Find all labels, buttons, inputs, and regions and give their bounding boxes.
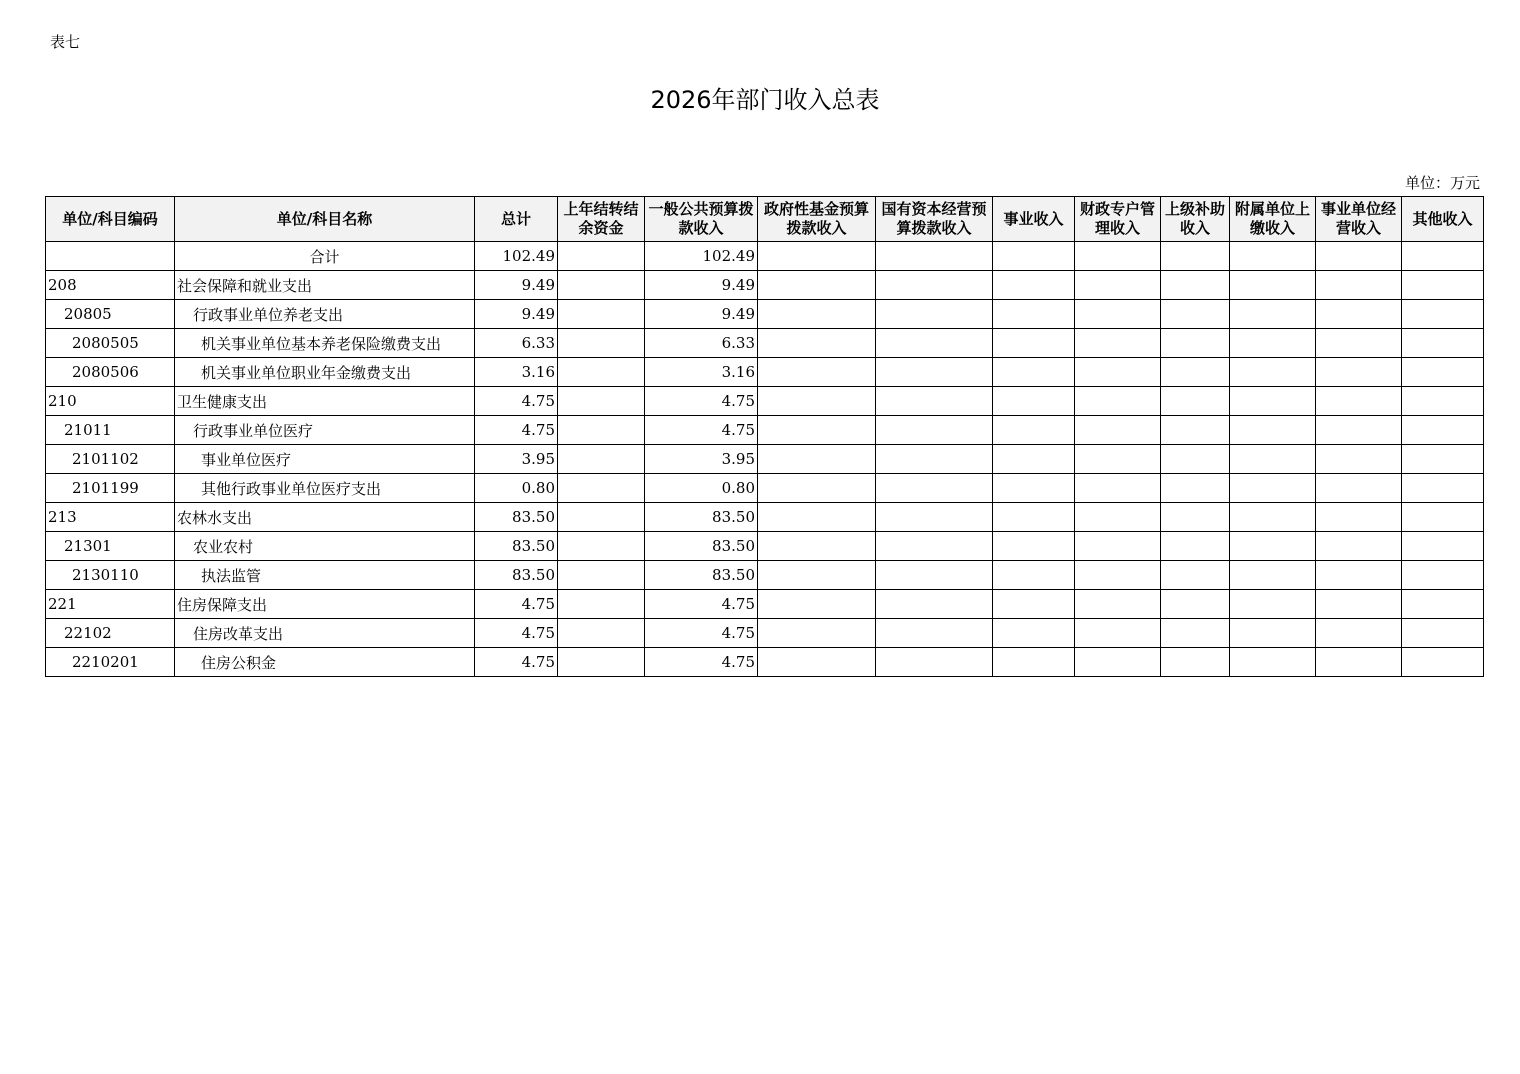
row-total-cell: 4.75 (475, 416, 558, 445)
table-row (46, 300, 1484, 329)
total-carryover-cell (558, 242, 645, 271)
table-row (46, 648, 1484, 677)
row-name-cell: 机关事业单位基本养老保险缴费支出 (175, 329, 475, 358)
row-code-cell: 21011 (46, 416, 175, 445)
row-general-budget-cell: 0.80 (645, 474, 758, 503)
empty-cell (993, 590, 1075, 619)
empty-cell (1075, 387, 1161, 416)
row-general-budget-cell: 3.16 (645, 358, 758, 387)
empty-cell (1402, 416, 1484, 445)
table-row (46, 271, 1484, 300)
empty-cell (993, 416, 1075, 445)
total-row (46, 242, 1484, 271)
row-carryover-cell (558, 358, 645, 387)
row-general-budget-cell: 4.75 (645, 619, 758, 648)
empty-cell (1230, 416, 1316, 445)
empty-cell (1161, 271, 1230, 300)
empty-cell (1316, 590, 1402, 619)
empty-cell (1161, 532, 1230, 561)
empty-cell (876, 416, 993, 445)
row-carryover-cell (558, 532, 645, 561)
table-row (46, 503, 1484, 532)
empty-cell (1075, 271, 1161, 300)
empty-cell (1075, 329, 1161, 358)
empty-cell (876, 474, 993, 503)
table-number-label: 表七 (50, 33, 81, 51)
row-name-cell: 住房改革支出 (175, 619, 475, 648)
empty-cell (1075, 503, 1161, 532)
empty-cell (1402, 474, 1484, 503)
table-row (46, 416, 1484, 445)
empty-cell (1161, 300, 1230, 329)
row-total-cell: 4.75 (475, 590, 558, 619)
row-general-budget-cell: 6.33 (645, 329, 758, 358)
row-code-cell: 2080506 (46, 358, 175, 387)
empty-cell (1402, 445, 1484, 474)
empty-cell (876, 445, 993, 474)
header-name: 单位/科目名称 (175, 197, 475, 242)
row-carryover-cell (558, 561, 645, 590)
total-total-cell: 102.49 (475, 242, 558, 271)
row-general-budget-cell: 3.95 (645, 445, 758, 474)
row-total-cell: 4.75 (475, 619, 558, 648)
row-code-cell: 22102 (46, 619, 175, 648)
empty-cell (876, 242, 993, 271)
empty-cell (1161, 387, 1230, 416)
table-row (46, 445, 1484, 474)
table-row (46, 532, 1484, 561)
row-total-cell: 83.50 (475, 561, 558, 590)
empty-cell (1230, 445, 1316, 474)
empty-cell (1402, 503, 1484, 532)
row-code-cell: 21301 (46, 532, 175, 561)
header-special-account: 财政专户管理收入 (1075, 197, 1161, 242)
empty-cell (1075, 619, 1161, 648)
header-business-income: 事业收入 (993, 197, 1075, 242)
empty-cell (1402, 648, 1484, 677)
empty-cell (1402, 271, 1484, 300)
row-carryover-cell (558, 648, 645, 677)
empty-cell (876, 648, 993, 677)
empty-cell (1230, 387, 1316, 416)
empty-cell (876, 300, 993, 329)
row-code-cell: 210 (46, 387, 175, 416)
empty-cell (1075, 242, 1161, 271)
empty-cell (876, 532, 993, 561)
empty-cell (1161, 474, 1230, 503)
row-code-cell: 213 (46, 503, 175, 532)
empty-cell (1075, 532, 1161, 561)
empty-cell (1316, 532, 1402, 561)
empty-cell (1402, 532, 1484, 561)
row-carryover-cell (558, 300, 645, 329)
total-name-cell: 合计 (175, 242, 475, 271)
row-total-cell: 83.50 (475, 532, 558, 561)
empty-cell (1316, 387, 1402, 416)
empty-cell (1402, 561, 1484, 590)
empty-cell (1075, 590, 1161, 619)
empty-cell (1230, 329, 1316, 358)
empty-cell (876, 387, 993, 416)
empty-cell (1230, 271, 1316, 300)
header-affiliate-income: 附属单位上缴收入 (1230, 197, 1316, 242)
empty-cell (993, 329, 1075, 358)
row-total-cell: 9.49 (475, 300, 558, 329)
empty-cell (1316, 619, 1402, 648)
empty-cell (993, 648, 1075, 677)
empty-cell (1230, 561, 1316, 590)
row-name-cell: 执法监管 (175, 561, 475, 590)
row-general-budget-cell: 4.75 (645, 387, 758, 416)
empty-cell (758, 532, 876, 561)
row-code-cell: 2080505 (46, 329, 175, 358)
empty-cell (758, 590, 876, 619)
empty-cell (993, 242, 1075, 271)
empty-cell (1075, 300, 1161, 329)
row-general-budget-cell: 4.75 (645, 648, 758, 677)
empty-cell (1316, 561, 1402, 590)
table-row (46, 590, 1484, 619)
empty-cell (1316, 503, 1402, 532)
empty-cell (758, 561, 876, 590)
empty-cell (876, 561, 993, 590)
empty-cell (993, 387, 1075, 416)
row-name-cell: 住房保障支出 (175, 590, 475, 619)
row-carryover-cell (558, 474, 645, 503)
empty-cell (1230, 532, 1316, 561)
empty-cell (1075, 474, 1161, 503)
table-row (46, 358, 1484, 387)
row-carryover-cell (558, 329, 645, 358)
row-name-cell: 住房公积金 (175, 648, 475, 677)
row-general-budget-cell: 9.49 (645, 300, 758, 329)
income-summary-table (45, 196, 1484, 677)
row-name-cell: 事业单位医疗 (175, 445, 475, 474)
empty-cell (1316, 329, 1402, 358)
empty-cell (758, 300, 876, 329)
empty-cell (1075, 445, 1161, 474)
empty-cell (1230, 474, 1316, 503)
row-name-cell: 农林水支出 (175, 503, 475, 532)
row-carryover-cell (558, 416, 645, 445)
row-name-cell: 行政事业单位养老支出 (175, 300, 475, 329)
table-row (46, 387, 1484, 416)
total-code-cell (46, 242, 175, 271)
row-total-cell: 0.80 (475, 474, 558, 503)
row-total-cell: 4.75 (475, 648, 558, 677)
empty-cell (993, 445, 1075, 474)
total-general-budget-cell: 102.49 (645, 242, 758, 271)
empty-cell (1075, 648, 1161, 677)
row-total-cell: 83.50 (475, 503, 558, 532)
empty-cell (876, 503, 993, 532)
empty-cell (1402, 619, 1484, 648)
row-name-cell: 机关事业单位职业年金缴费支出 (175, 358, 475, 387)
empty-cell (1075, 561, 1161, 590)
empty-cell (758, 329, 876, 358)
header-code: 单位/科目编码 (46, 197, 175, 242)
empty-cell (876, 619, 993, 648)
empty-cell (1402, 590, 1484, 619)
empty-cell (1230, 358, 1316, 387)
empty-cell (758, 242, 876, 271)
row-code-cell: 208 (46, 271, 175, 300)
row-general-budget-cell: 4.75 (645, 416, 758, 445)
empty-cell (1230, 300, 1316, 329)
row-total-cell: 9.49 (475, 271, 558, 300)
empty-cell (993, 300, 1075, 329)
row-code-cell: 2210201 (46, 648, 175, 677)
row-total-cell: 3.16 (475, 358, 558, 387)
header-other-income: 其他收入 (1402, 197, 1484, 242)
header-fund-budget: 政府性基金预算拨款收入 (758, 197, 876, 242)
row-carryover-cell (558, 387, 645, 416)
unit-label: 单位：万元 (1404, 174, 1480, 192)
header-superior-subsidy: 上级补助收入 (1161, 197, 1230, 242)
row-general-budget-cell: 83.50 (645, 503, 758, 532)
row-total-cell: 3.95 (475, 445, 558, 474)
empty-cell (1316, 648, 1402, 677)
empty-cell (758, 503, 876, 532)
row-carryover-cell (558, 445, 645, 474)
empty-cell (1161, 445, 1230, 474)
empty-cell (993, 619, 1075, 648)
empty-cell (876, 329, 993, 358)
empty-cell (876, 271, 993, 300)
empty-cell (1161, 358, 1230, 387)
row-code-cell: 2101102 (46, 445, 175, 474)
empty-cell (1161, 503, 1230, 532)
header-operating-income: 事业单位经营收入 (1316, 197, 1402, 242)
empty-cell (1075, 358, 1161, 387)
header-row (46, 197, 1484, 242)
empty-cell (993, 271, 1075, 300)
empty-cell (1402, 300, 1484, 329)
row-carryover-cell (558, 503, 645, 532)
header-total: 总计 (475, 197, 558, 242)
row-name-cell: 卫生健康支出 (175, 387, 475, 416)
empty-cell (758, 387, 876, 416)
empty-cell (993, 503, 1075, 532)
row-code-cell: 221 (46, 590, 175, 619)
empty-cell (1075, 416, 1161, 445)
row-name-cell: 行政事业单位医疗 (175, 416, 475, 445)
empty-cell (1402, 329, 1484, 358)
row-name-cell: 社会保障和就业支出 (175, 271, 475, 300)
empty-cell (1161, 242, 1230, 271)
empty-cell (1161, 329, 1230, 358)
empty-cell (1316, 271, 1402, 300)
row-general-budget-cell: 9.49 (645, 271, 758, 300)
header-carryover: 上年结转结余资金 (558, 197, 645, 242)
empty-cell (1316, 445, 1402, 474)
row-code-cell: 2130110 (46, 561, 175, 590)
empty-cell (993, 532, 1075, 561)
empty-cell (876, 590, 993, 619)
empty-cell (758, 619, 876, 648)
table-row (46, 329, 1484, 358)
empty-cell (758, 358, 876, 387)
empty-cell (1230, 648, 1316, 677)
empty-cell (993, 561, 1075, 590)
empty-cell (758, 416, 876, 445)
row-general-budget-cell: 4.75 (645, 590, 758, 619)
empty-cell (1402, 358, 1484, 387)
empty-cell (1316, 300, 1402, 329)
empty-cell (1316, 416, 1402, 445)
empty-cell (1402, 387, 1484, 416)
row-name-cell: 其他行政事业单位医疗支出 (175, 474, 475, 503)
empty-cell (1161, 561, 1230, 590)
table-row (46, 561, 1484, 590)
row-total-cell: 6.33 (475, 329, 558, 358)
table-row (46, 619, 1484, 648)
header-state-capital: 国有资本经营预算拨款收入 (876, 197, 993, 242)
empty-cell (1230, 503, 1316, 532)
empty-cell (1161, 648, 1230, 677)
empty-cell (1230, 590, 1316, 619)
row-carryover-cell (558, 619, 645, 648)
empty-cell (1161, 416, 1230, 445)
table-row (46, 474, 1484, 503)
empty-cell (1161, 619, 1230, 648)
row-general-budget-cell: 83.50 (645, 561, 758, 590)
empty-cell (758, 648, 876, 677)
empty-cell (758, 474, 876, 503)
row-general-budget-cell: 83.50 (645, 532, 758, 561)
empty-cell (1316, 242, 1402, 271)
row-total-cell: 4.75 (475, 387, 558, 416)
row-name-cell: 农业农村 (175, 532, 475, 561)
empty-cell (1316, 474, 1402, 503)
page-title: 2026年部门收入总表 (650, 86, 880, 114)
header-general-budget: 一般公共预算拨款收入 (645, 197, 758, 242)
empty-cell (1161, 590, 1230, 619)
empty-cell (993, 358, 1075, 387)
empty-cell (1230, 619, 1316, 648)
empty-cell (1316, 358, 1402, 387)
row-carryover-cell (558, 271, 645, 300)
empty-cell (876, 358, 993, 387)
row-code-cell: 2101199 (46, 474, 175, 503)
empty-cell (758, 445, 876, 474)
empty-cell (1230, 242, 1316, 271)
empty-cell (993, 474, 1075, 503)
row-code-cell: 20805 (46, 300, 175, 329)
row-carryover-cell (558, 590, 645, 619)
empty-cell (758, 271, 876, 300)
empty-cell (1402, 242, 1484, 271)
